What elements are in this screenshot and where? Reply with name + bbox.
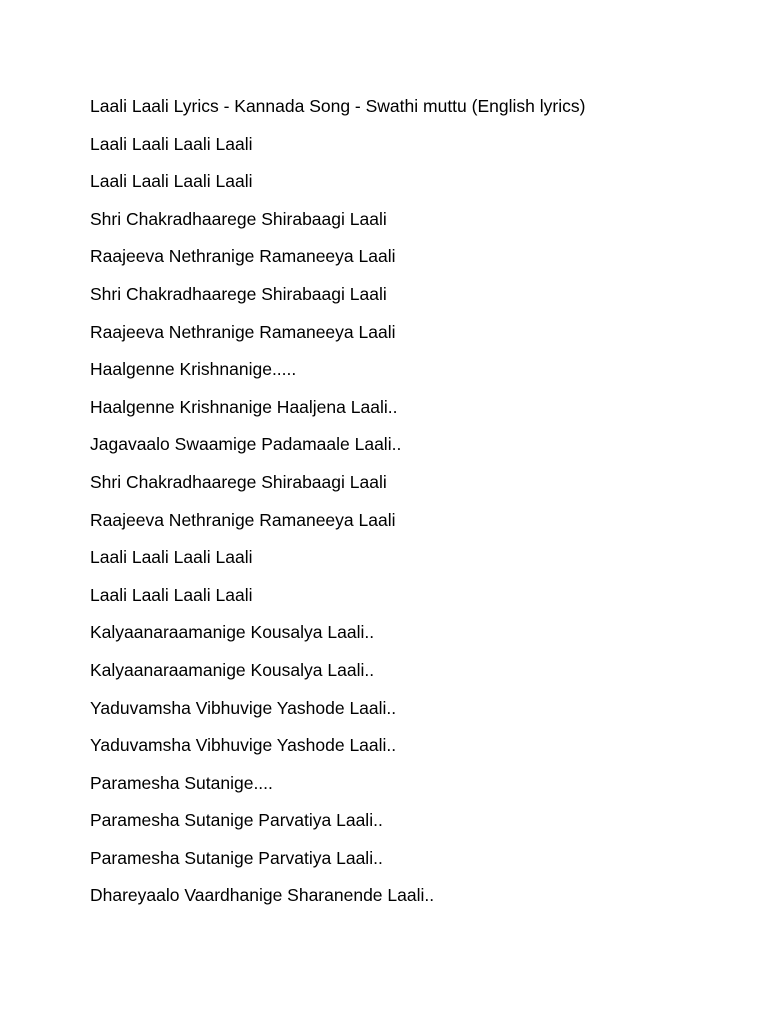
- lyric-line: Dhareyaalo Vaardhanige Sharanende Laali..: [90, 885, 435, 906]
- lyric-line: Laali Laali Laali Laali: [90, 171, 253, 192]
- lyric-line: Jagavaalo Swaamige Padamaale Laali..: [90, 434, 402, 455]
- lyric-line: Raajeeva Nethranige Ramaneeya Laali: [90, 321, 396, 342]
- lyric-line: Laali Laali Laali Laali: [90, 133, 253, 154]
- lyric-line: Shri Chakradhaarege Shirabaagi Laali: [90, 208, 387, 229]
- lyric-line: Haalgenne Krishnanige Haaljena Laali..: [90, 396, 398, 417]
- lyric-line: Raajeeva Nethranige Ramaneeya Laali: [90, 509, 396, 530]
- lyric-line: Paramesha Sutanige Parvatiya Laali..: [90, 810, 383, 831]
- document-title: Laali Laali Lyrics - Kannada Song - Swathi muttu (English lyrics): [90, 96, 586, 116]
- lyric-line: Yaduvamsha Vibhuvige Yashode Laali..: [90, 735, 397, 756]
- document-body: [90, 93, 730, 920]
- lyric-line: Laali Laali Laali Laali: [90, 584, 253, 605]
- lyric-line: Haalgenne Krishnanige.....: [90, 359, 297, 380]
- lyric-line: Yaduvamsha Vibhuvige Yashode Laali..: [90, 697, 397, 718]
- lyric-line: Paramesha Sutanige....: [90, 772, 273, 793]
- lyric-line: Laali Laali Laali Laali: [90, 547, 253, 568]
- lyric-line: Paramesha Sutanige Parvatiya Laali..: [90, 847, 383, 868]
- lyric-line: Raajeeva Nethranige Ramaneeya Laali: [90, 246, 396, 267]
- lyric-line: Shri Chakradhaarege Shirabaagi Laali: [90, 471, 387, 492]
- lyric-line: Shri Chakradhaarege Shirabaagi Laali: [90, 283, 387, 304]
- lyric-line: Kalyaanaraamanige Kousalya Laali..: [90, 622, 375, 643]
- lyric-line: Kalyaanaraamanige Kousalya Laali..: [90, 659, 375, 680]
